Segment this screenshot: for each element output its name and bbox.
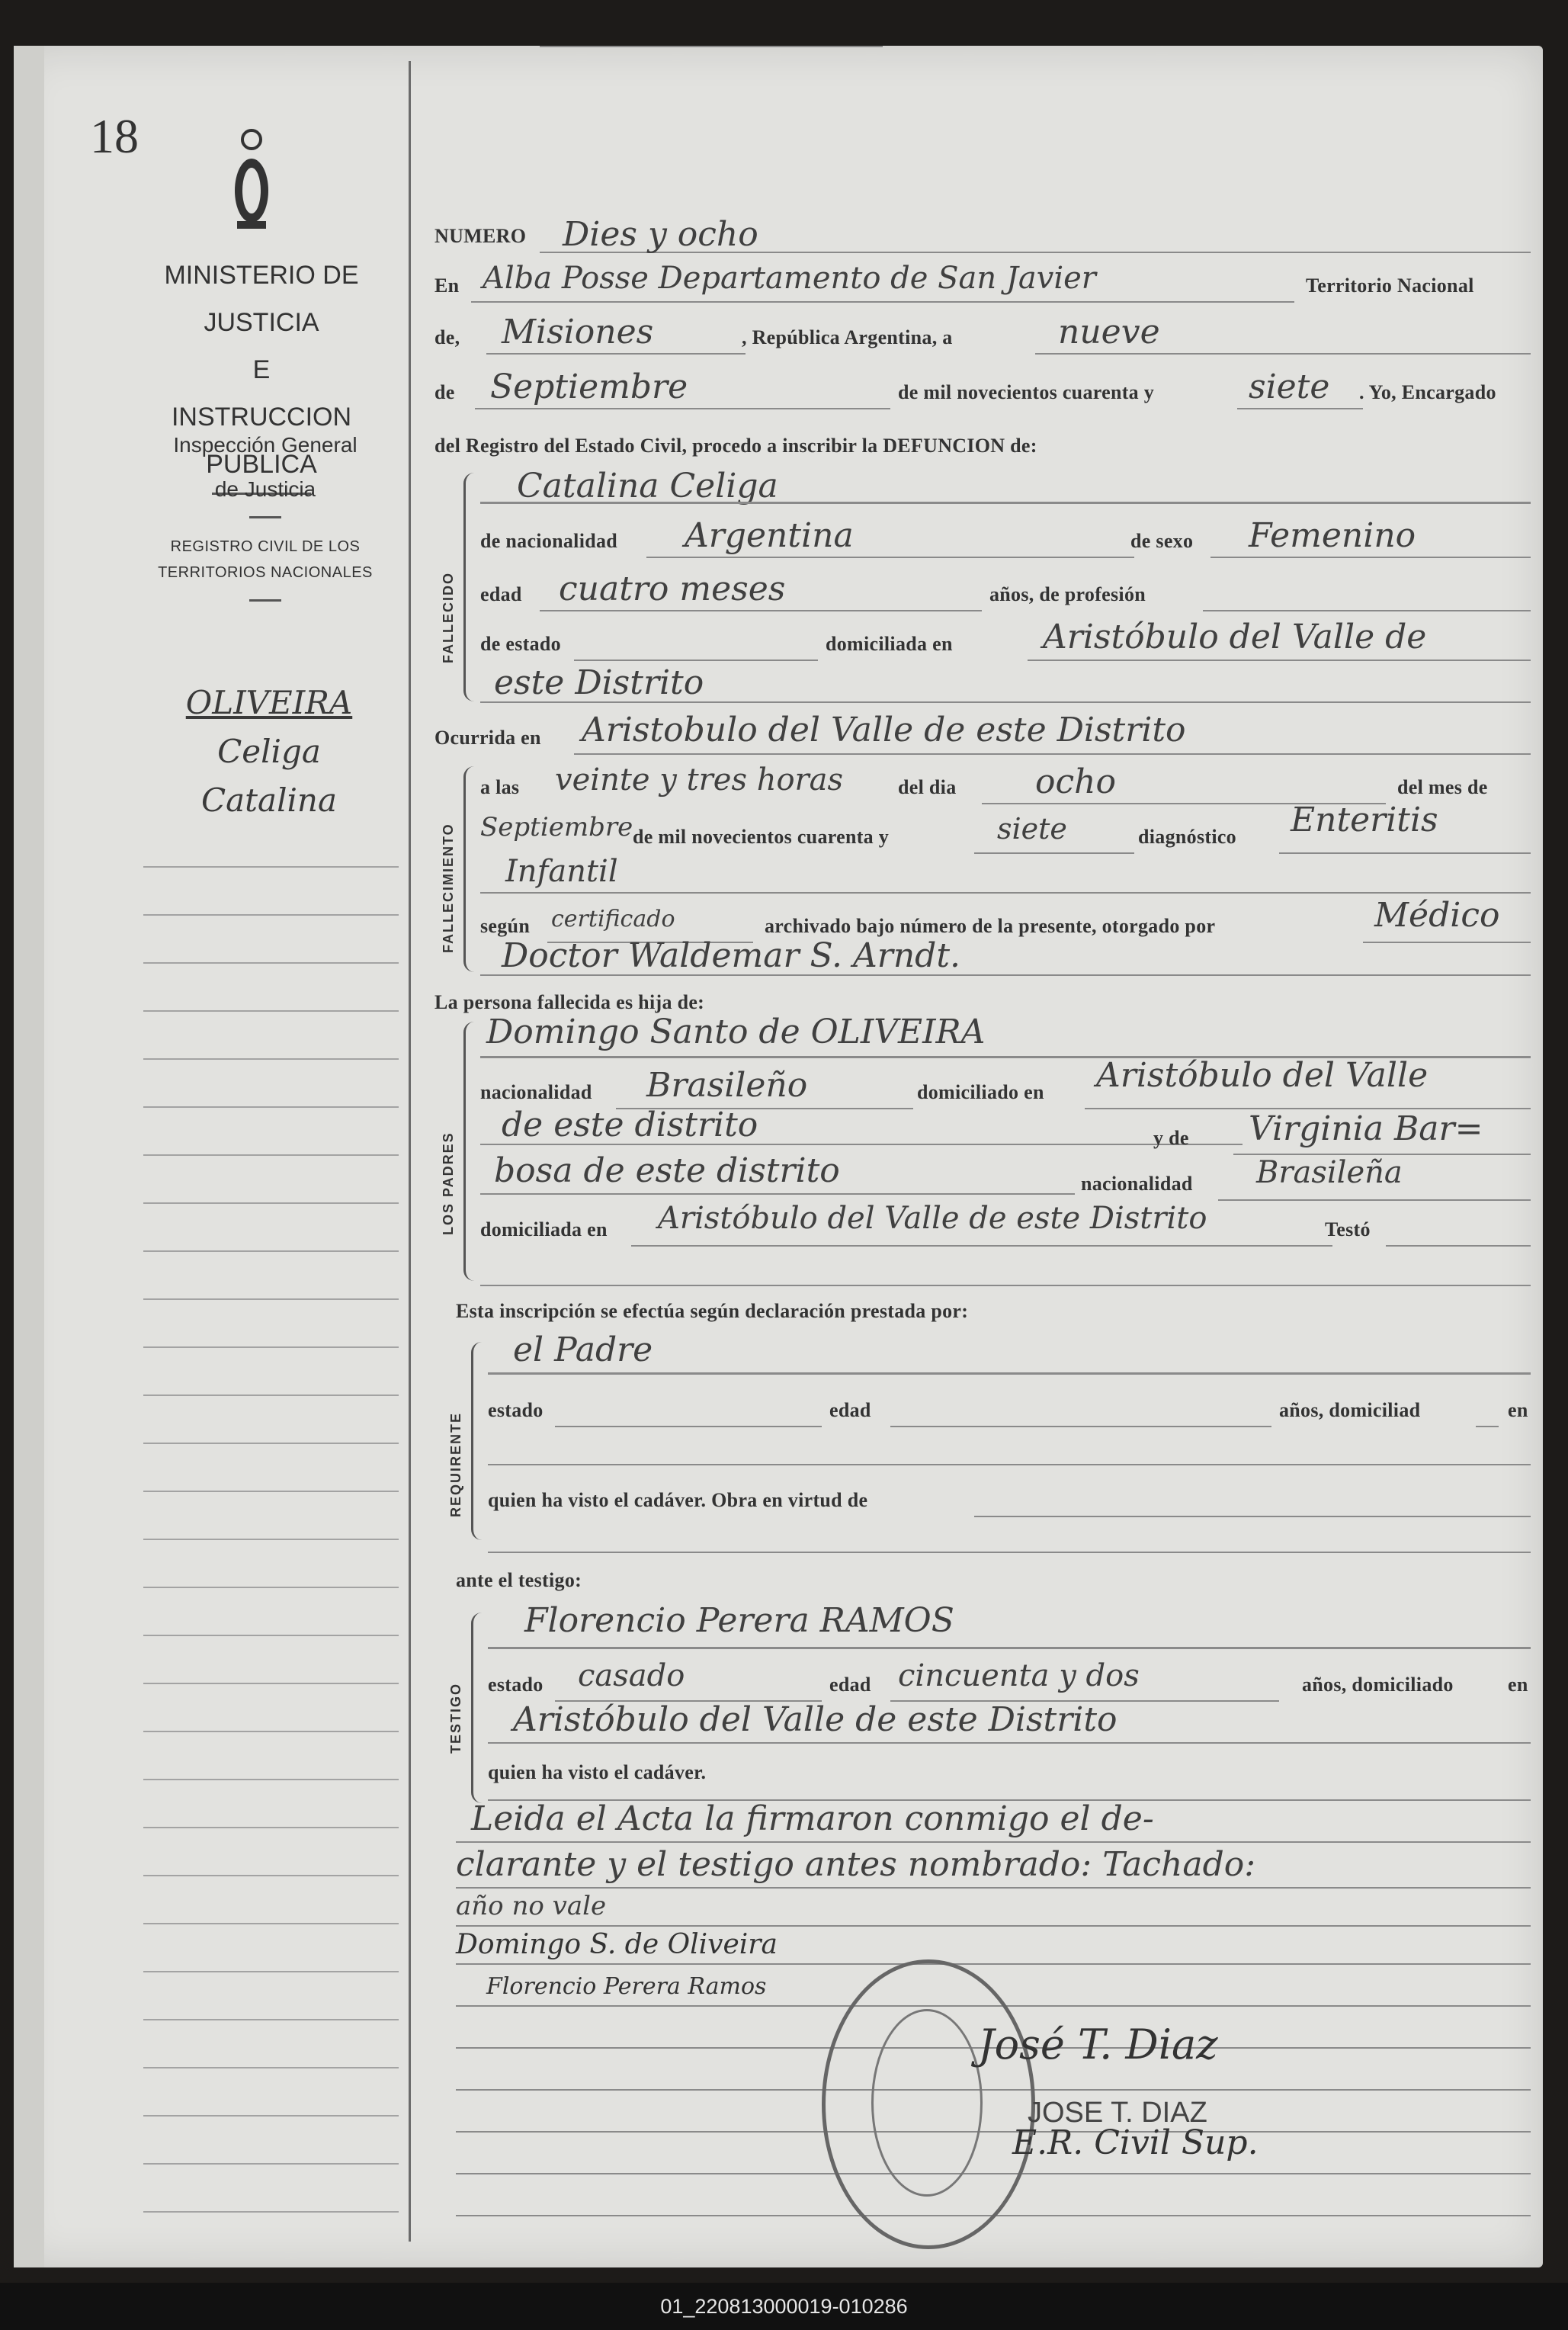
testigo-en-label: en <box>1508 1674 1528 1696</box>
edad-label: edad <box>480 583 522 605</box>
dia-label: del dia <box>898 776 957 798</box>
domiciliado-suffix: a <box>917 633 928 655</box>
edad-value: cuatro meses <box>559 570 786 608</box>
registro-heading: REGISTRO CIVIL DE LOS TERRITORIOS NACIONALES <box>136 534 395 606</box>
requirente-name: el Padre <box>513 1330 653 1369</box>
padre-domicilio-1: Aristóbulo del Valle <box>1096 1056 1429 1095</box>
domiciliado-label: domiciliad <box>826 633 918 655</box>
declarante-signature: Domingo S. de Oliveira <box>456 1929 778 1960</box>
padres-section-label: LOS PADRES <box>441 1131 456 1235</box>
margin-annotation: OLIVEIRA Celiga Catalina <box>185 684 353 819</box>
fallecido-domicilio-2: este Distrito <box>494 663 704 702</box>
dia-value: ocho <box>1035 762 1116 801</box>
register-page <box>14 46 1543 2267</box>
fallecido-nacionalidad-value: Argentina <box>685 516 854 555</box>
horas-value: veinte y tres horas <box>555 762 844 798</box>
closing-line-2: clarante y el testigo antes nombrado: Tachado: <box>456 1845 1256 1884</box>
fallecido-nacionalidad-label: de nacionalidad <box>480 530 618 552</box>
domicilio-en-label: en <box>932 633 953 655</box>
testigo-intro: ante el testigo: <box>456 1569 582 1591</box>
madre-name-1: Virginia Bar= <box>1249 1109 1483 1148</box>
anio-label: de mil novecientos cuarenta y <box>633 826 890 848</box>
padre-domicilio-2: de este distrito <box>502 1106 758 1144</box>
sexo-value: Femenino <box>1249 516 1416 555</box>
mes-value: Septiembre <box>480 812 633 842</box>
en-label: En <box>434 274 460 297</box>
month-value: Septiembre <box>490 367 688 406</box>
declaracion-label: Esta inscripción se efectúa según declaración prestada por: <box>456 1300 969 1322</box>
fallecido-domicilio-1: Aristóbulo del Valle de <box>1043 618 1427 656</box>
stamp-coat-icon <box>871 2009 983 2197</box>
requirente-estado-label: estado <box>488 1399 544 1421</box>
testigo-name: Florencio Perera RAMOS <box>524 1601 954 1640</box>
diagnostico-value-2: Infantil <box>505 854 618 889</box>
padres-brace <box>463 1022 479 1281</box>
persona-label: La persona fallecida es hij <box>434 991 662 1013</box>
persona-suffix: a <box>662 991 672 1013</box>
testigo-domicilio: Aristóbulo del Valle de este Distrito <box>513 1700 1117 1739</box>
archivado-label: archivado bajo número de la presente, otorgado por <box>765 915 1216 937</box>
testigo-brace <box>471 1613 487 1803</box>
fallecimiento-section-label: FALLECIMIENTO <box>441 823 456 953</box>
closing-line-3: año no vale <box>456 1891 607 1921</box>
diagnostico-value-1: Enteritis <box>1291 801 1438 839</box>
anos-profesion-label: años, de profesión <box>989 583 1146 605</box>
testigo-estado-label: estado <box>488 1674 544 1696</box>
padre-nacionalidad-value: Brasileño <box>646 1066 808 1105</box>
numero-value: Dies y ocho <box>563 215 758 254</box>
testigo-anos-label: años, domiciliado <box>1302 1674 1454 1696</box>
page-number: 18 <box>90 109 139 163</box>
requirente-section-label: REQUIRENTE <box>448 1411 463 1517</box>
year-value: siete <box>1249 367 1330 406</box>
horas-label: a las <box>480 776 520 798</box>
territorio-value: Misiones <box>502 313 654 351</box>
otorgado-value-1: Médico <box>1374 896 1500 935</box>
testigo-visto-label: quien ha visto el cadáver. <box>488 1761 707 1783</box>
requirente-brace <box>471 1342 487 1540</box>
day-value: nueve <box>1058 313 1160 351</box>
persona-de: de: <box>677 991 705 1013</box>
official-stamp <box>822 1959 1035 2249</box>
madre-nacionalidad-label: nacionalidad <box>1081 1173 1193 1195</box>
encargado-label: . Yo, Encargado <box>1359 381 1496 403</box>
madre-nacionalidad-value: Brasileña <box>1256 1155 1403 1190</box>
testigo-signature: Florencio Perera Ramos <box>486 1973 767 2000</box>
padre-nacionalidad-label: nacionalidad <box>480 1081 592 1103</box>
encargado-print-name: JOSE T. DIAZ <box>1028 2097 1207 2129</box>
registro-line: del Registro del Estado Civil, procedo a inscribir la DEFUNCION de: <box>434 435 1037 457</box>
encargado-role: E.R. Civil Sup. <box>1012 2123 1259 2162</box>
fallecido-name: Catalina Celiga <box>517 467 778 505</box>
de2-label: de <box>434 381 455 403</box>
place-value: Alba Posse Departamento de San Javier <box>483 261 1096 296</box>
testigo-edad-value: cincuenta y dos <box>898 1658 1140 1693</box>
image-id-footer: 01_220813000019-010286 <box>0 2283 1568 2330</box>
ministry-heading: MINISTERIO DE JUSTICIA E INSTRUCCION PUBLICA <box>120 252 402 499</box>
testigo-estado-value: casado <box>578 1658 685 1693</box>
requirente-edad-label: edad <box>829 1399 871 1421</box>
madre-name-2: bosa de este distrito <box>494 1151 840 1190</box>
testigo-edad-label: edad <box>829 1674 871 1696</box>
republica-label: , República Argentina, a <box>742 326 953 348</box>
sexo-label: de sexo <box>1130 530 1194 552</box>
segun-value: certificado <box>551 906 675 932</box>
requirente-en-label: en <box>1508 1399 1528 1421</box>
ocurrida-label: Ocurrida en <box>434 727 541 749</box>
padre-name: Domingo Santo de OLIVEIRA <box>486 1013 986 1051</box>
numero-label: NUMERO <box>434 225 527 247</box>
territorio-label: Territorio Nacional <box>1306 274 1474 297</box>
death-record-form <box>14 46 1543 2267</box>
y-de-label: y de <box>1153 1127 1189 1149</box>
testigo-section-label: TESTIGO <box>448 1682 463 1754</box>
fallecido-section-label: FALLECIDO <box>441 572 456 663</box>
ocurrida-value: Aristobulo del Valle de este Distrito <box>582 711 1186 749</box>
madre-domicilio: Aristóbulo del Valle de este Distrito <box>658 1201 1207 1236</box>
madre-domiciliada-label: domiciliada en <box>480 1218 608 1240</box>
mes-label: del mes de <box>1397 776 1488 798</box>
requirente-anos-label: años, domiciliad <box>1279 1399 1421 1421</box>
inspeccion-heading: Inspección General de Justicia <box>143 423 387 523</box>
fallecido-brace <box>463 473 479 701</box>
closing-line-1: Leida el Acta la firmaron conmigo el de- <box>471 1799 1154 1838</box>
testo-label: Testó <box>1325 1218 1371 1240</box>
segun-label: según <box>480 915 531 937</box>
otorgado-value-2: Doctor Waldemar S. Arndt. <box>502 936 961 975</box>
anio-value: siete <box>997 812 1067 846</box>
padre-domiciliado-label: domiciliado en <box>917 1081 1044 1103</box>
de-label: de, <box>434 326 460 348</box>
requirente-visto-label: quien ha visto el cadáver. Obra en virtud de <box>488 1489 868 1511</box>
fallecimiento-brace <box>463 766 479 972</box>
estado-label: de estado <box>480 633 561 655</box>
encargado-signature: José T. Diaz <box>978 2020 1218 2068</box>
year-label: de mil novecientos cuarenta y <box>898 381 1155 403</box>
diagnostico-label: diagnóstico <box>1138 826 1236 848</box>
